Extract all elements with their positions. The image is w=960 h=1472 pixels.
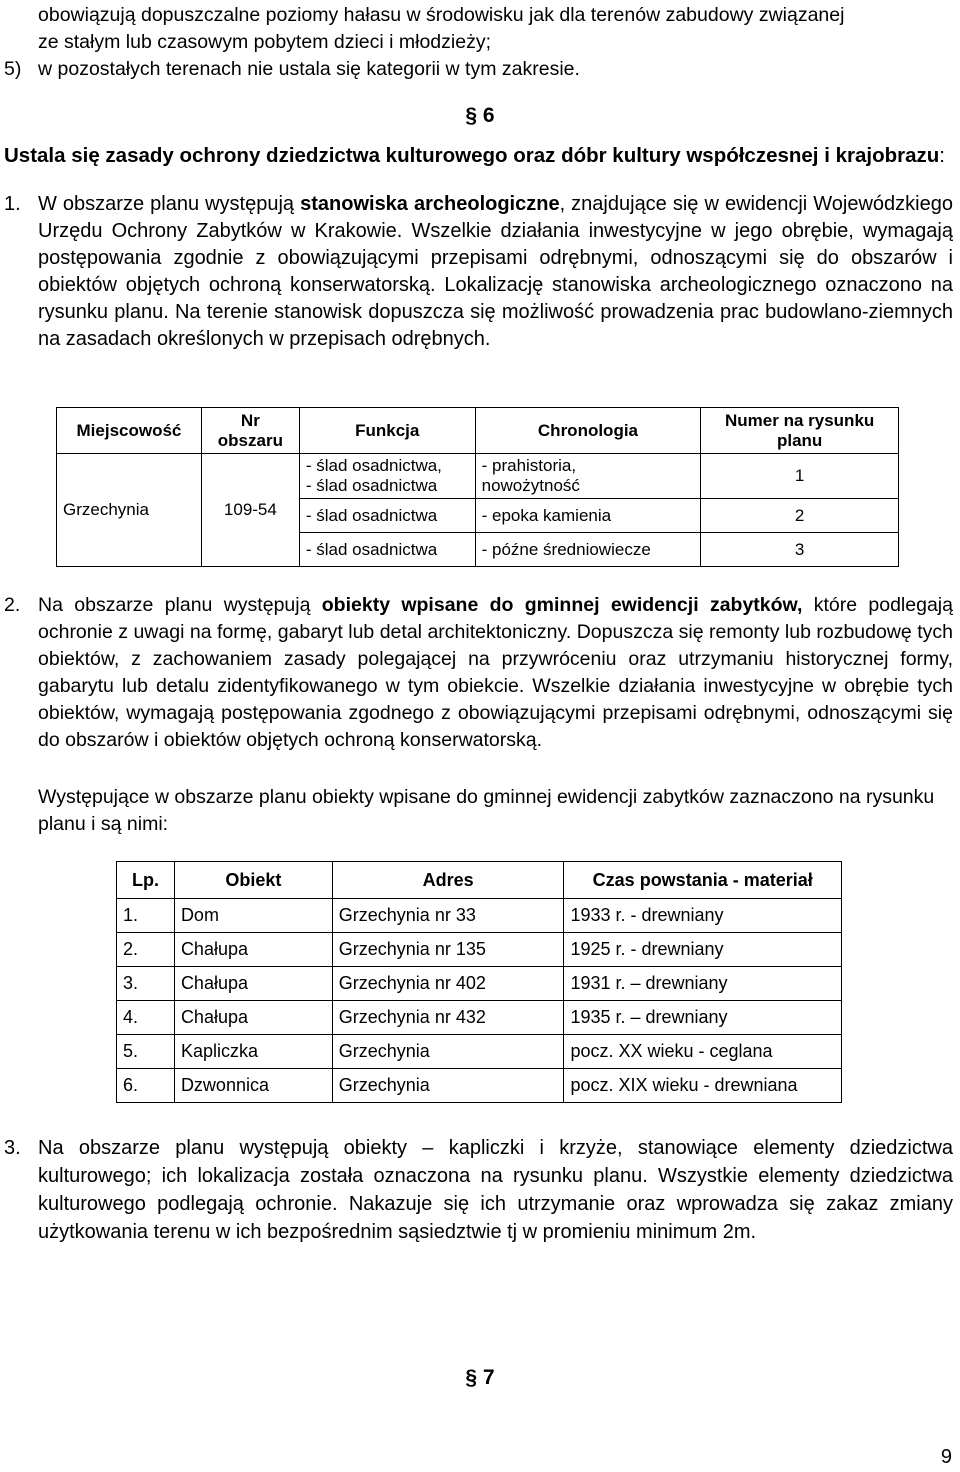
- cell-numer: 3: [701, 533, 899, 567]
- cell-czas: 1925 r. - drewniany: [564, 933, 842, 967]
- cell-adres: Grzechynia: [332, 1035, 564, 1069]
- intro-line-1: obowiązują dopuszczalne poziomy hałasu w środowisku jak dla terenów zabudowy związanej: [38, 4, 845, 26]
- header-numer: Numer na rysunku planu: [701, 408, 899, 454]
- intro-line-2: ze stałym lub czasowym pobytem dzieci i młodzieży;: [38, 31, 491, 53]
- cell-lp: 5.: [117, 1035, 175, 1069]
- section-6-heading: § 6: [465, 104, 495, 127]
- intro-item-5-number: 5): [4, 58, 22, 80]
- cell-chronologia: - prahistoria, nowożytność: [475, 454, 701, 499]
- paragraph-1-text-bold: stanowiska archeologiczne: [300, 193, 560, 215]
- cell-obiekt: Chałupa: [174, 1001, 332, 1035]
- cell-adres: Grzechynia nr 432: [332, 1001, 564, 1035]
- paragraph-2-number: 2.: [4, 594, 21, 616]
- paragraph-3-number: 3.: [4, 1137, 21, 1159]
- monuments-header-row: [117, 862, 842, 899]
- archaeology-table: [56, 407, 899, 567]
- cell-obiekt: Dzwonnica: [174, 1069, 332, 1103]
- paragraph-2-text: [38, 592, 953, 754]
- paragraph-3: [4, 1134, 953, 1246]
- paragraph-1-text-b: , znajdujące się w ewidencji Wojewódzkiego Urzędu Ochrony Zabytków w Krakowie. Wszelkie działania inwestycyjne w jego obrębie, wymagają postępowania zgodnie z obowiązującymi przepisami odrębnymi, odnoszącymi się do obszarów i obiektów objętych ochroną konserwatorską. Lokalizację stanowiska archeologicznego oznaczono na rysunku planu. Na terenie stanowisk dopuszcza się możliwość prowadzenia prac budowlano-ziemnych na zasadach określonych w przepisach odrębnych.: [38, 193, 953, 350]
- cell-nr-obszaru: 109-54: [201, 454, 299, 567]
- cell-adres: Grzechynia nr 33: [332, 899, 564, 933]
- table-row: [117, 899, 842, 933]
- cell-numer: 2: [701, 499, 899, 533]
- intro-item-5-text: w pozostałych terenach nie ustala się kategorii w tym zakresie.: [38, 58, 580, 80]
- cell-numer: 1: [701, 454, 899, 499]
- paragraph-3-text: Na obszarze planu występują obiekty – kapliczki i krzyże, stanowiące elementy dziedzictwa kulturowego; ich lokalizacja została oznaczona na rysunku planu. Wszystkie elementy dziedzictwa kulturowego podlegają ochronie. Nakazuje się ich utrzymanie oraz wprowadza się zakaz zmiany użytkowania terenu w ich bezpośrednim sąsiedztwie tj w promieniu minimum 2m.: [38, 1137, 953, 1243]
- paragraph-2-text-a: Na obszarze planu występują: [38, 594, 322, 616]
- cell-chronologia: - późne średniowiecze: [475, 533, 701, 567]
- paragraph-2-continuation: Występujące w obszarze planu obiekty wpisane do gminnej ewidencji zabytków zaznaczono na rysunku planu i są nimi:: [38, 786, 935, 835]
- cell-lp: 6.: [117, 1069, 175, 1103]
- cell-chronologia: - epoka kamienia: [475, 499, 701, 533]
- cell-czas: pocz. XX wieku - ceglana: [564, 1035, 842, 1069]
- section-6-title: [4, 142, 953, 169]
- cell-lp: 2.: [117, 933, 175, 967]
- header-lp: Lp.: [117, 862, 175, 899]
- paragraph-1-number: 1.: [4, 193, 21, 215]
- header-nr-obszaru: Nr obszaru: [201, 408, 299, 454]
- paragraph-1-text-a: W obszarze planu występują: [38, 193, 301, 215]
- cell-adres: Grzechynia nr 402: [332, 967, 564, 1001]
- table-row: [117, 1069, 842, 1103]
- cell-obiekt: Dom: [174, 899, 332, 933]
- table-row: [57, 454, 899, 499]
- page-number: 9: [940, 1446, 952, 1468]
- header-funkcja: Funkcja: [299, 408, 475, 454]
- cell-miejscowosc: Grzechynia: [57, 454, 202, 567]
- header-czas: Czas powstania - materiał: [564, 862, 842, 899]
- table-row: [117, 1035, 842, 1069]
- paragraph-1-text: [38, 191, 953, 353]
- section-6-title-colon: :: [939, 144, 945, 167]
- table-row: [117, 1001, 842, 1035]
- header-miejscowosc: Miejscowość: [57, 408, 202, 454]
- cell-czas: 1935 r. – drewniany: [564, 1001, 842, 1035]
- cell-obiekt: Chałupa: [174, 967, 332, 1001]
- cell-obiekt: Kapliczka: [174, 1035, 332, 1069]
- cell-czas: 1931 r. – drewniany: [564, 967, 842, 1001]
- cell-lp: 1.: [117, 899, 175, 933]
- cell-funkcja: - ślad osadnictwa: [299, 499, 475, 533]
- section-7-heading: § 7: [465, 1366, 495, 1389]
- header-obiekt: Obiekt: [174, 862, 332, 899]
- cell-lp: 4.: [117, 1001, 175, 1035]
- section-6-title-bold: Ustala się zasady ochrony dziedzictwa kulturowego oraz dóbr kultury współczesnej i krajobrazu: [4, 144, 940, 167]
- cell-adres: Grzechynia nr 135: [332, 933, 564, 967]
- cell-obiekt: Chałupa: [174, 933, 332, 967]
- table-row: [117, 933, 842, 967]
- cell-funkcja: - ślad osadnictwa, - ślad osadnictwa: [299, 454, 475, 499]
- cell-adres: Grzechynia: [332, 1069, 564, 1103]
- cell-czas: pocz. XIX wieku - drewniana: [564, 1069, 842, 1103]
- paragraph-2: [4, 592, 953, 754]
- paragraph-2-text-bold: obiekty wpisane do gminnej ewidencji zabytków,: [321, 594, 803, 616]
- header-adres: Adres: [332, 862, 564, 899]
- paragraph-2-text-b: które podlegają ochronie z uwagi na formę, gabaryt lub detal architektoniczny. Dopuszcza się remonty lub rozbudowę tych obiektów, z zachowaniem zasady polegającej na przywróceniu oraz utrzymaniu historycznej formy, gabarytu lub detalu zidentyfikowanego w tym obiekcie. Wszelkie działania inwestycyjne w obrębie tych obiektów, wymagają postępowania zgodnego z obowiązującymi przepisami odrębnymi, odnoszącymi się do obszarów i obiektów objętych ochroną konserwatorską.: [38, 594, 953, 751]
- table-row: [117, 967, 842, 1001]
- header-chronologia: Chronologia: [475, 408, 701, 454]
- intro-item-5: [4, 56, 953, 83]
- cell-funkcja: - ślad osadnictwa: [299, 533, 475, 567]
- monuments-table: [116, 861, 842, 1103]
- archaeology-header-row: [57, 408, 899, 454]
- paragraph-1: [4, 191, 953, 353]
- cell-czas: 1933 r. - drewniany: [564, 899, 842, 933]
- cell-lp: 3.: [117, 967, 175, 1001]
